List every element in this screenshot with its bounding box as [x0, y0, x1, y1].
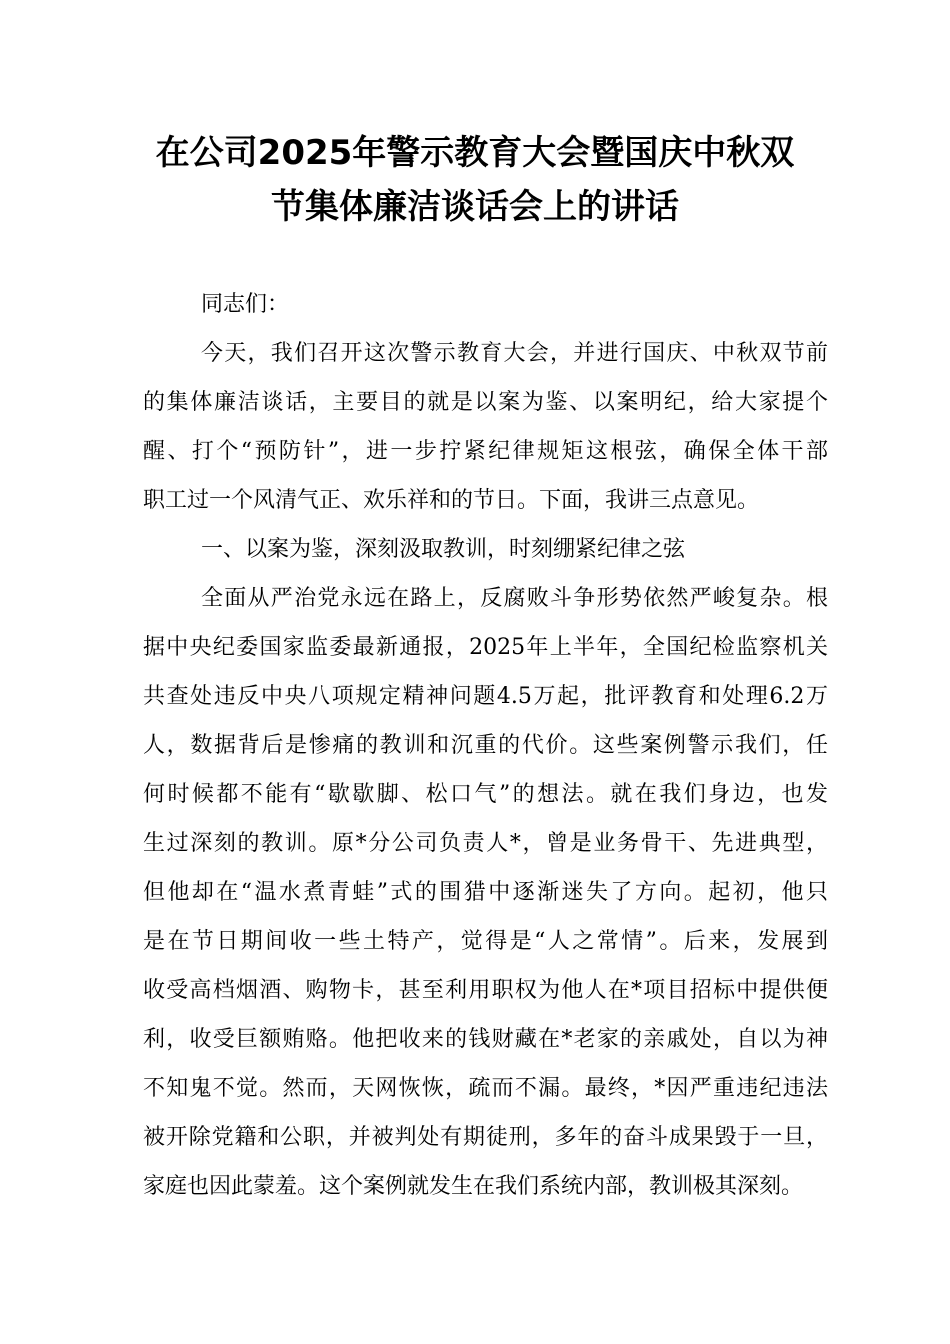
paragraph-line: 全面从严治党永远在路上，反腐败斗争形势依然严峻复杂。根: [201, 586, 828, 611]
paragraph-intro: [143, 329, 828, 525]
paragraph-line: 是在节日期间收一些土特产，觉得是“人之常情”。后来，发展到: [143, 929, 828, 954]
paragraph-line: 利，收受巨额贿赂。他把收来的钱财藏在*老家的亲戚处，自以为神: [143, 1027, 828, 1052]
title-line-2: 节集体廉洁谈话会上的讲话: [271, 187, 679, 227]
paragraph-line: 的集体廉洁谈话，主要目的就是以案为鉴、以案明纪，给大家提个: [143, 390, 828, 415]
paragraph-line: 但他却在“温水煮青蛙”式的围猎中逐渐迷失了方向。起初，他只: [143, 880, 828, 905]
salutation: 同志们：: [201, 292, 290, 317]
paragraph-line: 今天，我们召开这次警示教育大会，并进行国庆、中秋双节前: [201, 341, 828, 366]
paragraph-line: 家庭也因此蒙羞。这个案例就发生在我们系统内部，教训极其深刻。: [143, 1174, 804, 1199]
document-body: [143, 280, 828, 1211]
paragraph-line: 不知鬼不觉。然而，天网恢恢，疏而不漏。最终，*因严重违纪违法: [143, 1076, 828, 1101]
paragraph-line: 何时候都不能有“歇歇脚、松口气”的想法。就在我们身边，也发: [143, 782, 828, 807]
paragraph-line: 被开除党籍和公职，并被判处有期徒刑，多年的奋斗成果毁于一旦，: [143, 1125, 828, 1150]
title-line-1: 在公司2025年警示教育大会暨国庆中秋双: [155, 133, 795, 173]
paragraph-line: 生过深刻的教训。原*分公司负责人*，曾是业务骨干、先进典型，: [143, 831, 828, 856]
paragraph-case: [143, 574, 828, 1211]
paragraph-line: 共查处违反中央八项规定精神问题4.5万起，批评教育和处理6.2万: [143, 684, 828, 709]
section-heading-1: 一、以案为鉴，深刻汲取教训，时刻绷紧纪律之弦: [201, 537, 686, 562]
paragraph-line: 收受高档烟酒、购物卡，甚至利用职权为他人在*项目招标中提供便: [143, 978, 828, 1003]
paragraph-line: 人，数据背后是惨痛的教训和沉重的代价。这些案例警示我们，任: [143, 733, 828, 758]
paragraph-line: 据中央纪委国家监委最新通报，2025年上半年，全国纪检监察机关: [143, 635, 828, 660]
paragraph-line: 职工过一个风清气正、欢乐祥和的节日。下面，我讲三点意见。: [143, 488, 760, 513]
paragraph-line: 醒、打个“预防针”，进一步拧紧纪律规矩这根弦，确保全体干部: [143, 439, 828, 464]
document-title: [140, 126, 810, 234]
